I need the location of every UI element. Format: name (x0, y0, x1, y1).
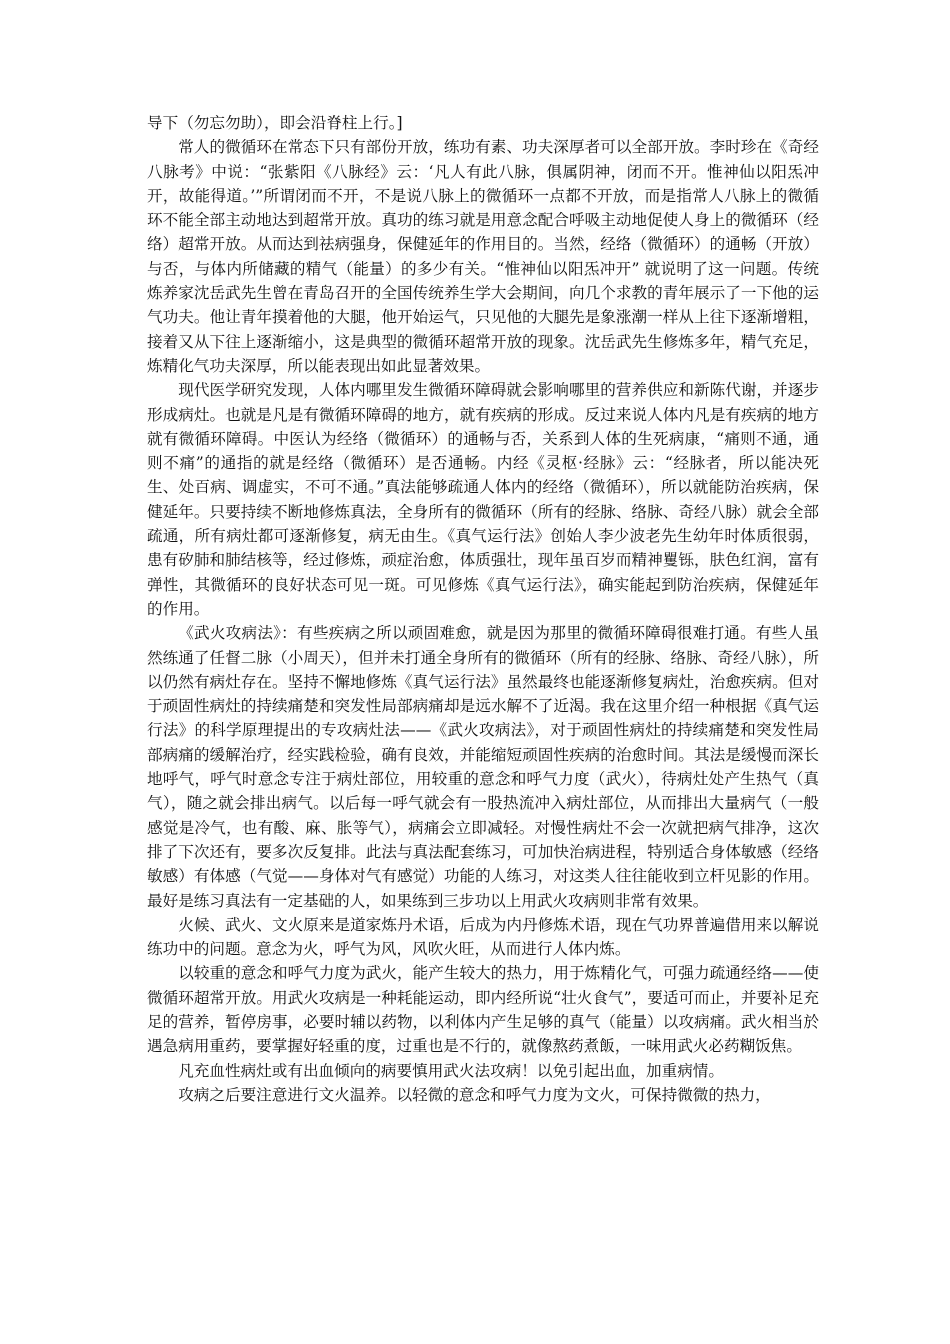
paragraph-caution: 凡充血性病灶或有出血倾向的病要慎用武火法攻病！以免引起出血，加重病情。 (178, 1061, 724, 1080)
paragraph-microcirculation: 常人的微循环在常态下只有部份开放，练功有素、功夫深厚者可以全部开放。李时珍在《奇经八脉考》中说：“张紫阳《八脉经》云：‘凡人有此八脉，俱属阴神，闭而不开。惟神仙以阳炁冲开，故能得道。’”所谓闭而不开，不是说八脉上的微循环一点都不开放，而是指常人八脉上的微循环不能全部主动地达到超常开放。真功的练习就是用意念配合呼吸主动地促使人身上的微循环（经络）超常开放。从而达到祛病强身，保健延年的作用目的。当然，经络（微循环）的通畅（开放）与否，与体内所储藏的精气（能量）的多少有关。“惟神仙以阳炁冲开” 就说明了这一问题。传统炼养家沈岳武先生曾在青岛召开的全国传统养生学大会期间，向几个求教的青年展示了一下他的运气功夫。他让青年摸着他的大腿，他开始运气，只见他的大腿先是象涨潮一样从上往下逐渐增粗，接着又从下往上逐渐缩小，这是典型的微循环超常开放的现象。沈岳武先生修炼多年，精气充足，炼精化气功夫深厚，所以能表现出如此显著效果。 (147, 138, 819, 375)
paragraph-modern-medicine: 现代医学研究发现，人体内哪里发生微循环障碍就会影响哪里的营养供应和新陈代谢，并逐步形成病灶。也就是凡是有微循环障碍的地方，就有疾病的形成。反过来说人体内凡是有疾病的地方就有微循环障碍。中医认为经络（微循环）的通畅与否，关系到人体的生死病康，“痛则不通，通则不痛”的通指的就是经络（微循环）是否通畅。内经《灵枢·经脉》云：“经脉者，所以能决死生、处百病、调虚实，不可不通。”真法能够疏通人体内的经络（微循环），所以就能防治疾病，保健延年。只要持续不断地修炼真法，全身所有的微循环（所有的经脉、络脉、奇经八脉）就会全部疏通，所有病灶都可逐渐修复，病无由生。《真气运行法》创始人李少波老先生幼年时体质很弱，患有矽肺和肺结核等，经过修炼，顽症治愈，体质强壮，现年虽百岁而精神矍铄，肤色红润，富有弹性，其微循环的良好状态可见一斑。可见修炼《真气运行法》，确实能起到防治疾病，保健延年的作用。 (147, 381, 819, 618)
paragraph-wuhuo-explanation: 以较重的意念和呼气力度为武火，能产生较大的热力，用于炼精化气，可强力疏通经络——使微循环超常开放。用武火攻病是一种耗能运动，即内经所说“壮火食气”，要适可而止，并要补足充足的营养，暂停房事，必要时辅以药物，以利体内产生足够的真气（能量）以攻病痛。武火相当於遇急病用重药，要掌握好轻重的度，过重也是不行的，就像熬药煮飯，一味用武火必药糊饭焦。 (147, 964, 819, 1056)
paragraph-wuhuo-method: 《武火攻病法》：有些疾病之所以顽固难愈，就是因为那里的微循环障碍很难打通。有些人虽然练通了任督二脉（小周天），但并未打通全身所有的微循环（所有的经脉、络脉、奇经八脉），所以仍然有病灶存在。坚持不懈地修炼《真气运行法》虽然最终也能逐渐修复病灶，治愈疾病。但对于顽固性病灶的持续痛楚和突发性局部病痛却是远水解不了近渴。我在这里介绍一种根据《真气运行法》的科学原理提出的专攻病灶法——《武火攻病法》，对于顽固性病灶的持续痛楚和突发性局部病痛的缓解治疗，经实践检验，确有良效，并能缩短顽固性疾病的治愈时间。其法是缓慢而深长地呼气，呼气时意念专注于病灶部位，用较重的意念和呼气力度（武火），待病灶处产生热气（真气），随之就会排出病气。以后每一呼气就会有一股热流冲入病灶部位，从而排出大量病气（一般感觉是冷气，也有酸、麻、胀等气），病痛会立即减轻。对慢性病灶不会一次就把病气排净，这次排了下次还有，要多次反复排。此法与真法配套练习，可加快治病进程，特别适合身体敏感（经络敏感）有体感（气觉——身体对气有感觉）功能的人练习，对这类人往往能收到立杆见影的作用。最好是练习真法有一定基础的人，如果练到三步功以上用武火攻病则非常有效果。 (147, 624, 819, 910)
paragraph-continuation: 导下（勿忘勿助），即会沿脊柱上行。] (147, 114, 403, 132)
document-page (147, 111, 819, 1107)
paragraph-wenhuo: 攻病之后要注意进行文火温养。以轻微的意念和呼气力度为文火，可保持微微的热力， (178, 1085, 771, 1104)
paragraph-fire-terms: 火候、武火、文火原来是道家炼丹术语，后成为内丹修炼术语，现在气功界普遍借用来以解说练功中的问题。意念为火，呼气为风，风吹火旺，从而进行人体内炼。 (147, 915, 819, 959)
